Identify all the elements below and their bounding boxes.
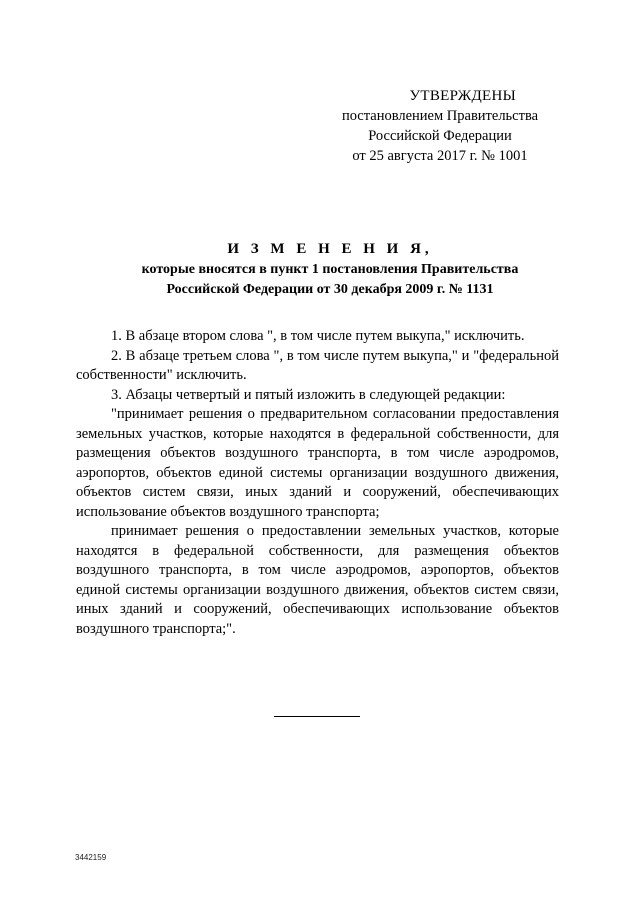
- paragraph-4: "принимает решения о предварительном согласовании предоставления земельных участков, которые находятся в федеральной собственности, для размещения объектов воздушного транспорта, в том числе аэродромов, аэропортов, объектов единой системы организации воздушного движения, объектов систем связи, иных зданий и сооружений, обеспечивающих использование объектов воздушного транспорта;: [76, 406, 559, 520]
- paragraph-2: 2. В абзаце третьем слова ", в том числе путем выкупа," и "федеральной собственности" исключить.: [76, 347, 559, 383]
- approval-block: [300, 86, 580, 166]
- end-divider: [274, 716, 360, 717]
- title-subline-2: Российской Федерации от 30 декабря 2009 г. № 1131: [166, 282, 494, 297]
- paragraph-5: принимает решения о предоставлении земельных участков, которые находятся в федеральной собственности, для размещения объектов воздушного транспорта, в том числе аэродромов, аэропортов, объектов единой системы организации воздушного движения, объектов систем связи, иных зданий и сооружений, обеспечивающих использование объектов воздушного транспорта;".: [76, 523, 559, 637]
- approval-line-date-number: от 25 августа 2017 г. № 1001: [352, 148, 528, 164]
- approval-line-resolution: постановлением Правительства: [341, 108, 539, 124]
- paragraph-1: 1. В абзаце втором слова ", в том числе путем выкупа," исключить.: [111, 328, 525, 344]
- approved-label: УТВЕРЖДЕНЫ: [409, 88, 516, 104]
- title-heading: И З М Е Н Е Н И Я,: [227, 241, 433, 257]
- title-subline-1: которые вносятся в пункт 1 постановления Правительства: [141, 262, 519, 277]
- paragraph-3: 3. Абзацы четвертый и пятый изложить в следующей редакции:: [111, 386, 506, 403]
- document-number: 3442159: [75, 853, 107, 862]
- document-title: [80, 238, 580, 300]
- approval-line-federation: Российской Федерации: [368, 128, 512, 144]
- document-body: [76, 327, 559, 639]
